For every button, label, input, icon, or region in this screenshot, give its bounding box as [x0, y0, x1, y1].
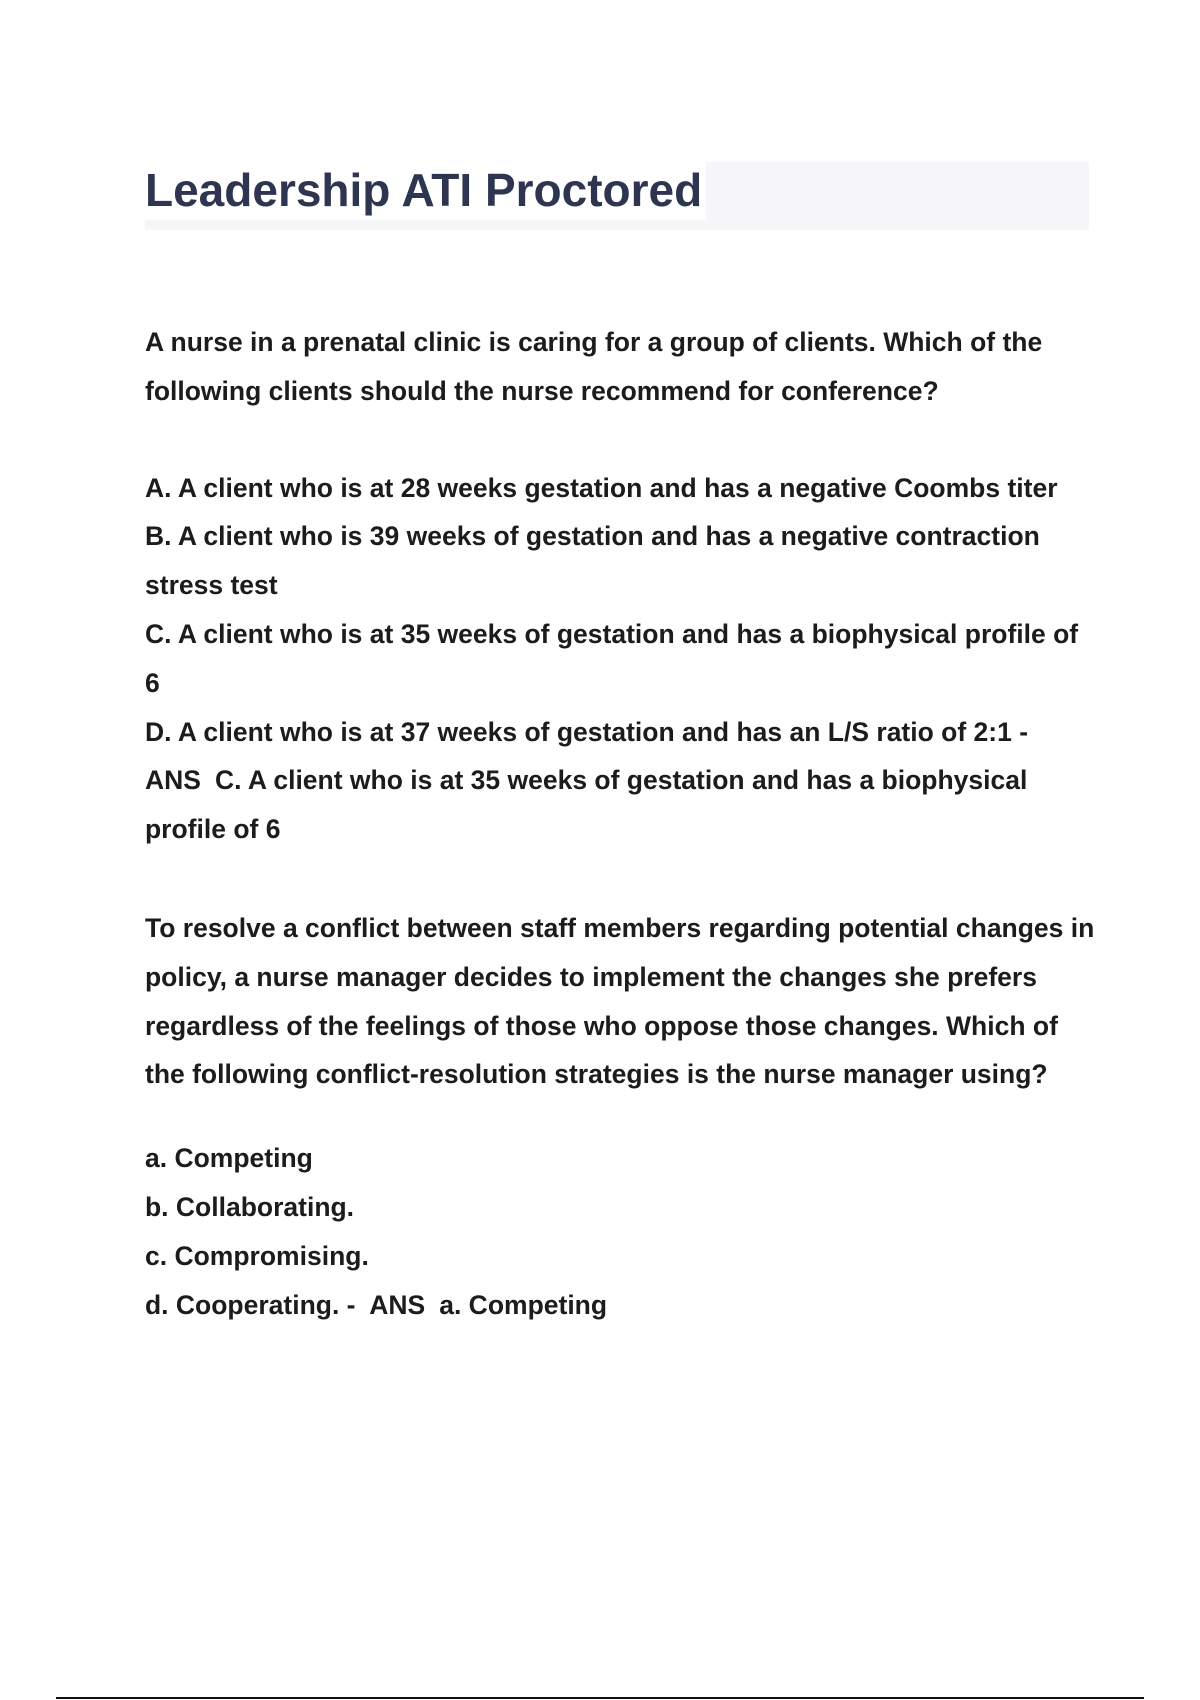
question-1-answer: C. A client who is at 35 weeks of gestation and has a biophysical profile of 6 — [145, 765, 1028, 845]
question-2-option-a: a. Competing — [145, 1143, 313, 1174]
document-body — [145, 318, 1100, 1329]
question-1-option-d — [145, 708, 1100, 854]
question-2-answer: a. Competing — [439, 1289, 608, 1320]
question-2-stem: To resolve a conflict between staff members regarding potential changes in policy, a nurse manager decides to implement the changes she prefers regardless of the feelings of those who oppose those changes. Which of the following conflict-resolution strategies is the nurse manager using? — [145, 912, 1095, 1090]
question-2-option-d-text: d. Cooperating. - — [145, 1289, 356, 1320]
question-1-options — [145, 464, 1100, 854]
question-1-stem: A nurse in a prenatal clinic is caring for a group of clients. Which of the following clients should the nurse recommend for conference? — [145, 327, 1043, 406]
question-1-option-b: B. A client who is 39 weeks of gestation and has a negative contraction stress test — [145, 521, 1040, 601]
question-1-option-d-text: D. A client who is at 37 weeks of gestation and has an L/S ratio of 2:1 - — [145, 716, 1029, 747]
question-2-option-d — [145, 1281, 1100, 1330]
question-2-option-c: c. Compromising. — [145, 1240, 369, 1271]
page-title: Leadership ATI Proctored — [145, 160, 706, 220]
question-1-option-a: A. A client who is at 28 weeks gestation and has a negative Coombs titer — [145, 472, 1058, 503]
question-2-ans-label: ANS — [369, 1289, 426, 1320]
question-1-ans-label: ANS — [145, 765, 201, 796]
question-1-option-c: C. A client who is at 35 weeks of gestation and has a biophysical profile of 6 — [145, 618, 1079, 698]
question-2-options — [145, 1134, 1100, 1329]
footer-divider — [56, 1697, 1144, 1699]
question-2-option-b: b. Collaborating. — [145, 1191, 355, 1222]
